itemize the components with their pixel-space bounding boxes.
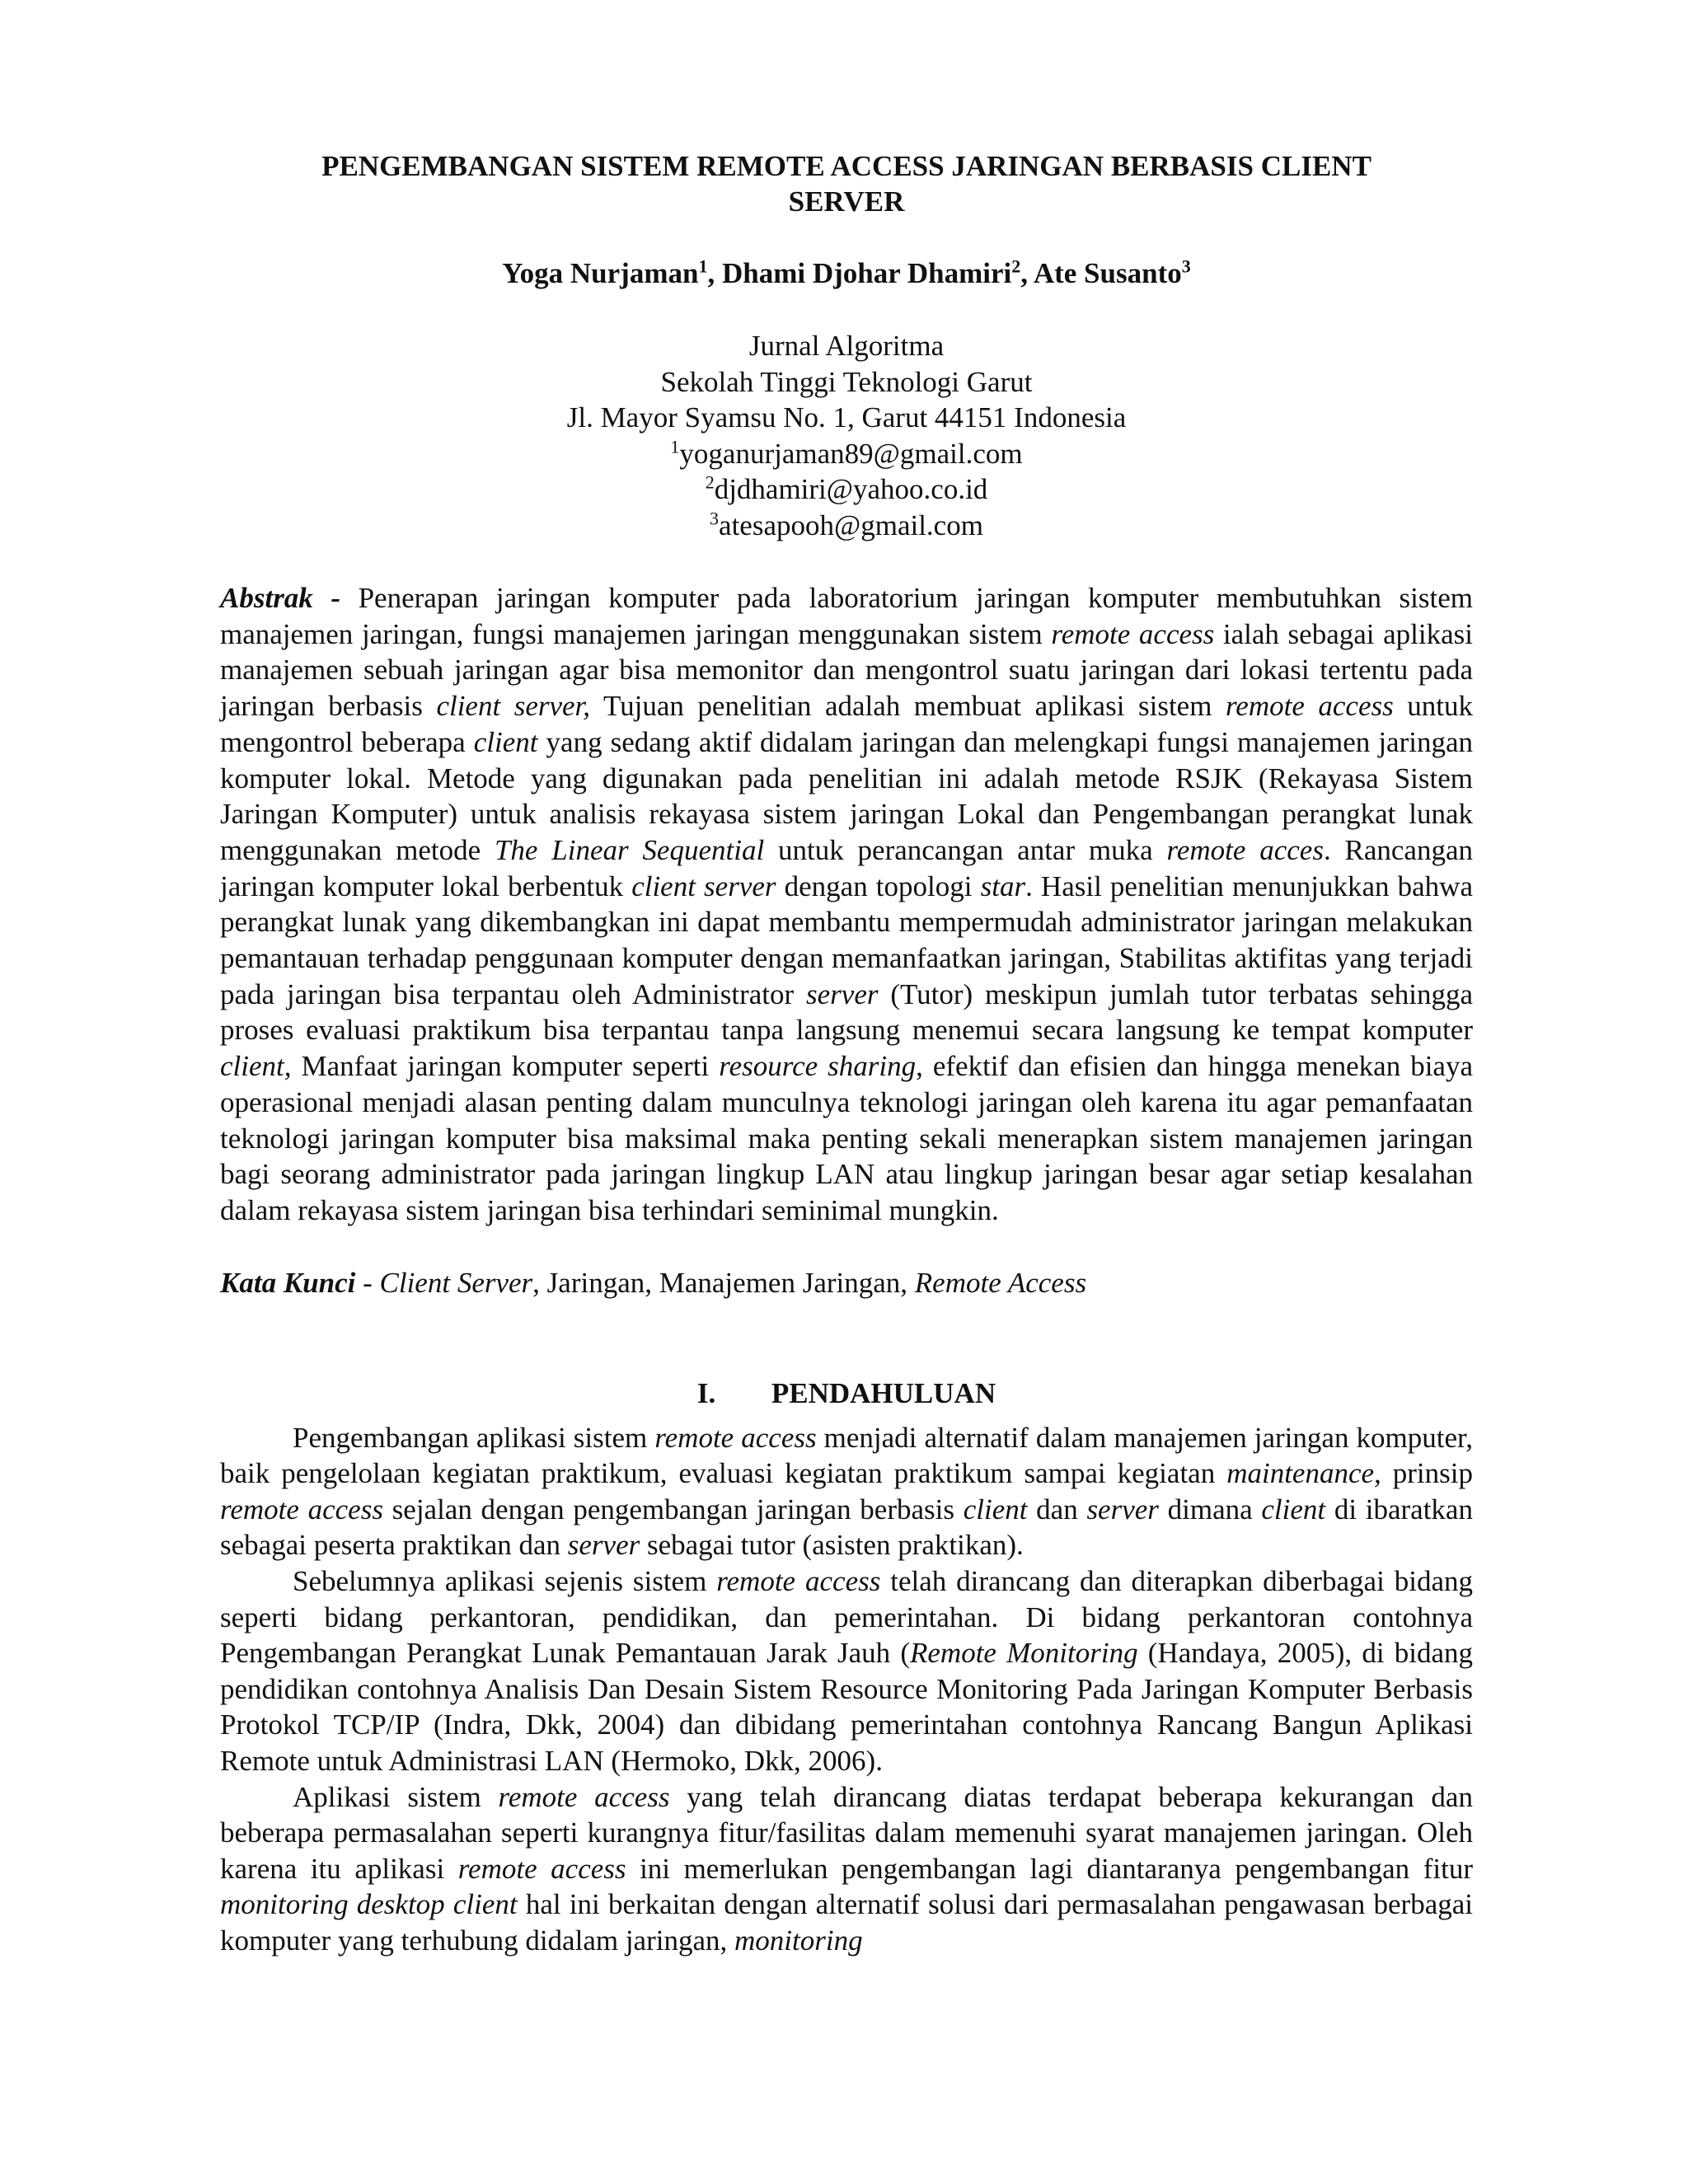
italic-term: client <box>473 725 538 758</box>
text-run: Aplikasi sistem <box>293 1780 499 1813</box>
text-run: , efektif dan efisien dan hingga menekan biaya operasional menjadi alasan penting dalam munculnya teknologi jaringan oleh karena itu agar pemanfaatan teknologi jaringan komputer bisa maksimal maka penting sekali menerapkan sistem manajemen jaringan bagi seorang administrator pada jaringan lingkup LAN atau lingkup jaringan besar agar setiap kesalahan dalam rekayasa sistem jaringan bisa terhindari seminimal mungkin. <box>220 1050 1473 1226</box>
text-run: untuk mengontrol beberapa <box>220 690 1474 758</box>
keywords-label: Kata Kunci <box>220 1266 356 1299</box>
text-run: - <box>355 1266 380 1299</box>
italic-term: remote access <box>220 1493 383 1526</box>
text-run: , Jaringan, Manajemen Jaringan, <box>532 1266 915 1299</box>
italic-term: server <box>1086 1493 1159 1526</box>
text-run: telah dirancang dan diterapkan diberbagai bidang seperti bidang perkantoran, pendidikan, dan pemerintahan. Di bidang perkantoran contohnya Pengembangan Perangkat Lunak Pemantauan Jarak Jauh ( <box>220 1565 1473 1670</box>
text-run: sebagai tutor (asisten praktikan). <box>640 1529 1024 1562</box>
section-number: I. <box>696 1376 716 1409</box>
author-affil-marker: 1 <box>698 255 708 277</box>
journal-name: Jurnal Algoritma <box>748 330 945 362</box>
text-run: Manfaat jaringan komputer seperti <box>291 1050 720 1083</box>
italic-term: server <box>806 977 879 1010</box>
text-run: Penerapan jaringan komputer pada laboratorium jaringan komputer membutuhkan sistem manajemen jaringan, fungsi manajemen jaringan menggunakan sistem <box>220 582 1473 650</box>
text-run: Sebelumnya aplikasi sejenis sistem <box>293 1565 717 1598</box>
text-run: yang sedang aktif didalam jaringan dan melengkapi fungsi manajemen jaringan komputer lokal. Metode yang digunakan pada penelitian ini adalah metode RSJK (Rekayasa Sistem Jaringan Komputer) untuk analisis rekayasa sistem jaringan Lokal dan Pengembangan perangkat lunak menggunakan metode <box>220 725 1474 866</box>
author-name: Yoga Nurjaman <box>502 257 699 289</box>
italic-term: The Linear Sequential <box>494 833 765 866</box>
author-email <box>220 436 1473 472</box>
italic-term: star <box>980 869 1026 902</box>
author-affil-marker: 2 <box>1011 255 1021 277</box>
author-separator: , <box>707 257 722 289</box>
abstract-label: Abstrak - <box>220 582 341 614</box>
institution-address: Jl. Mayor Syamsu No. 1, Garut 44151 Indonesia <box>566 401 1127 434</box>
email-text: atesapooh@gmail.com <box>719 509 983 541</box>
italic-term: maintenance, <box>1226 1457 1381 1490</box>
italic-term: remote acces <box>1166 833 1324 866</box>
italic-term: monitoring <box>734 1924 863 1957</box>
text-run: ialah sebagai aplikasi manajemen sebuah jaringan agar bisa memonitor dan mengontrol suatu jaringan dari lokasi tertentu pada jaringan berbasis <box>220 617 1473 723</box>
keywords <box>220 1265 1473 1301</box>
text-run: (Handaya, 2005), di bidang pendidikan contohnya Analisis Dan Desain Sistem Resource Monitoring Pada Jaringan Komputer Berbasis Protokol TCP/IP (Indra, Dkk, 2004) dan dibidang pemerintahan contohnya Rancang Bangun Aplikasi Remote untuk Administrasi LAN (Hermoko, Dkk, 2006). <box>220 1637 1473 1777</box>
abstract-body <box>220 582 1473 1226</box>
italic-term: Client Server <box>379 1266 533 1299</box>
text-run: menjadi alternatif dalam manajemen jaringan komputer, baik pengelolaan kegiatan praktikum, evaluasi kegiatan praktikum sampai kegiatan <box>220 1421 1473 1490</box>
body-paragraph <box>220 1420 1473 1563</box>
text-run: . Hasil penelitian menunjukkan bahwa perangkat lunak yang dikembangkan ini dapat membantu mempermudah administrator jaringan melakukan pemantauan terhadap penggunaan komputer dengan memanfaatkan jaringan, Stabilitas aktifitas yang terjadi pada jaringan bisa terpantau oleh Administrator <box>220 869 1473 1010</box>
text-run: dengan topologi <box>776 869 981 902</box>
italic-term: client, <box>220 1050 292 1083</box>
italic-term: monitoring desktop client <box>220 1888 518 1921</box>
author-affil-marker: 3 <box>1181 255 1191 277</box>
section-heading <box>220 1376 1473 1412</box>
email-marker: 2 <box>705 471 715 493</box>
paper-title: PENGEMBANGAN SISTEM REMOTE ACCESS JARINGAN BERBASIS CLIENT SERVER <box>321 150 1372 218</box>
italic-term: remote access <box>498 1780 670 1813</box>
affiliation-block <box>220 328 1473 543</box>
italic-term: client server, <box>436 690 591 723</box>
text-run: sejalan dengan pengembangan jaringan berbasis <box>382 1493 964 1526</box>
author-email <box>220 471 1473 508</box>
text-run: yang telah dirancang diatas terdapat beberapa kekurangan dan beberapa permasalahan seperti kurangnya fitur/fasilitas dalam memenuhi syarat manajemen jaringan. Oleh karena itu aplikasi <box>220 1780 1473 1885</box>
italic-term: Remote Access <box>914 1266 1087 1299</box>
italic-term: client server <box>631 869 776 902</box>
author-separator: , <box>1020 257 1034 289</box>
italic-term: client <box>963 1493 1028 1526</box>
email-marker: 3 <box>710 507 720 528</box>
author-list <box>220 255 1473 292</box>
keywords-body <box>355 1267 1086 1299</box>
author-name: Dhami Djohar Dhamiri <box>721 257 1012 289</box>
section-title-text: PENDAHULUAN <box>771 1376 996 1409</box>
italic-term: remote access <box>1225 690 1394 723</box>
text-run: dan <box>1027 1493 1087 1526</box>
text-run: ini memerlukan pengembangan lagi diantaranya pengembangan fitur <box>626 1852 1473 1885</box>
text-run: Pengembangan aplikasi sistem <box>293 1421 655 1454</box>
italic-term: server <box>567 1529 640 1562</box>
text-run: di ibaratkan sebagai peserta praktikan dan <box>220 1493 1473 1562</box>
email-text: yoganurjaman89@gmail.com <box>679 437 1023 470</box>
italic-term: client <box>1261 1493 1326 1526</box>
italic-term: Remote Monitoring <box>910 1637 1138 1670</box>
text-run: Tujuan penelitian adalah membuat aplikasi sistem <box>590 690 1226 723</box>
abstract <box>220 580 1473 1229</box>
text-run: prinsip <box>1381 1457 1473 1490</box>
email-marker: 1 <box>670 435 680 457</box>
paper-page <box>220 148 1473 1959</box>
author-email <box>220 508 1473 544</box>
text-run: . Rancangan jaringan komputer lokal berbentuk <box>220 833 1473 902</box>
body-paragraph <box>220 1779 1473 1959</box>
italic-term: remote access <box>1051 617 1215 650</box>
section-body <box>220 1420 1473 1959</box>
email-text: djdhamiri@yahoo.co.id <box>714 473 988 505</box>
italic-term: remote access <box>716 1565 881 1598</box>
author-name: Ate Susanto <box>1033 257 1182 289</box>
text-run: (Tutor) meskipun jumlah tutor terbatas sehingga proses evaluasi praktikum bisa terpantau tanpa langsung menemui secara langsung ke tempat komputer <box>220 977 1473 1047</box>
institution-name: Sekolah Tinggi Teknologi Garut <box>660 365 1033 398</box>
text-run: untuk perancangan antar muka <box>764 833 1167 866</box>
italic-term: resource sharing <box>719 1050 917 1083</box>
text-run: hal ini berkaitan dengan alternatif solusi dari permasalahan pengawasan berbagai komputer yang terhubung didalam jaringan, <box>220 1888 1473 1957</box>
body-paragraph <box>220 1563 1473 1779</box>
italic-term: remote access <box>457 1852 626 1885</box>
italic-term: remote access <box>654 1421 817 1454</box>
text-run: dimana <box>1158 1493 1262 1526</box>
